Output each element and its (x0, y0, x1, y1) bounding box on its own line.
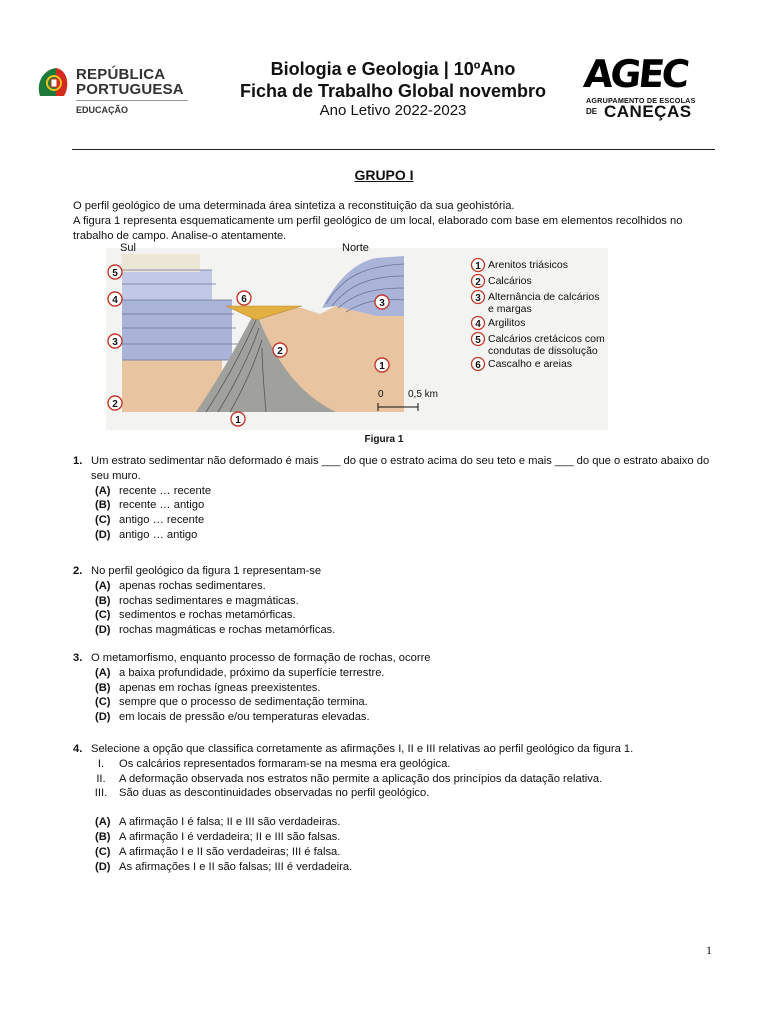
logo-line2: PORTUGUESA (76, 81, 184, 98)
agec-sub1: AGRUPAMENTO DE ESCOLAS (586, 96, 696, 105)
statement-iii: III. São duas as descontinuidades observadas no perfil geológico. (94, 787, 430, 800)
question-text: Selecione a opção que classifica corretamente as afirmações I, II e III relativas ao perfil geológico da figura 1. (91, 743, 634, 755)
question-text: Um estrato sedimentar não deformado é mais ___ do que o estrato acima do seu teto e mais ___ do que o estrato abaixo do seu muro. (91, 455, 710, 482)
question-text: No perfil geológico da figura 1 representam-se (91, 565, 322, 577)
legend-3b: e margas (488, 303, 532, 315)
marker-6: 6 (241, 294, 247, 305)
marker-5-left: 5 (112, 268, 118, 279)
logo-line1: REPÚBLICA (76, 66, 166, 83)
spacer (73, 801, 718, 815)
agec-sub2: CANEÇAS (604, 102, 692, 121)
marker-2-left: 2 (112, 399, 118, 410)
republica-portuguesa-logo (36, 62, 196, 122)
header-divider (72, 149, 715, 150)
group-title: GRUPO I (354, 167, 414, 183)
legend-2: Calcários (488, 275, 532, 287)
option-a[interactable]: (A) apenas rochas sedimentares. (95, 579, 266, 592)
marker-3-left: 3 (112, 337, 118, 348)
option-a[interactable]: (A) recente … recente (95, 484, 212, 497)
agec-mark: AGEC (581, 52, 689, 96)
option-b[interactable]: (B) apenas em rochas ígneas preexistentes. (95, 681, 321, 694)
question-number: 2. (73, 565, 83, 577)
marker-4-left: 4 (112, 295, 118, 306)
marker-2-center: 2 (277, 346, 283, 357)
option-d[interactable]: (D) rochas magmáticas e rochas metamórficas. (95, 624, 336, 637)
svg-text:1: 1 (475, 261, 481, 272)
question-text: O metamorfismo, enquanto processo de formação de rochas, ocorre (91, 652, 431, 664)
option-c[interactable]: (C) sempre que o processo de sedimentação termina. (95, 696, 368, 709)
legend-5b: condutas de dissolução (488, 345, 598, 357)
svg-text:4: 4 (475, 319, 481, 330)
question-number: 1. (73, 455, 83, 467)
option-a[interactable]: (A) a baixa profundidade, próximo da superfície terrestre. (95, 666, 385, 679)
option-d[interactable]: (D) As afirmações I e II são falsas; III é verdadeira. (95, 860, 353, 873)
legend-6: Cascalho e areias (488, 358, 573, 370)
figure-caption: Figura 1 (364, 434, 404, 445)
option-d[interactable]: (D) antigo … antigo (95, 528, 198, 541)
page-number: 1 (706, 943, 712, 957)
label-north: Norte (342, 242, 369, 254)
marker-3-right: 3 (379, 298, 385, 309)
intro-paragraph-1: O perfil geológico de uma determinada área sintetiza a reconstituição da sua geohistória. (73, 200, 515, 212)
agec-sub-de: DE (586, 107, 598, 116)
worksheet-title: Ficha de Trabalho Global novembro (239, 81, 547, 101)
logo-divider (76, 100, 188, 101)
option-b[interactable]: (B) rochas sedimentares e magmáticas. (95, 594, 299, 607)
question-2 (73, 564, 718, 638)
scale-zero: 0 (378, 389, 384, 400)
logo-sub: EDUCAÇÃO (76, 105, 129, 115)
document-header (200, 58, 586, 120)
option-c[interactable]: (C) A afirmação I e II são verdadeiras; III é falsa. (95, 845, 341, 858)
label-south: Sul (120, 242, 136, 254)
legend-5: Calcários cretácicos com (488, 333, 605, 345)
option-b[interactable]: (B) A afirmação I é verdadeira; II e III são falsas. (95, 830, 341, 843)
svg-text:6: 6 (475, 360, 481, 371)
question-4 (73, 742, 718, 874)
marker-1-bottom: 1 (235, 415, 241, 426)
svg-text:2: 2 (475, 277, 481, 288)
statement-ii: II. A deformação observada nos estratos não permite a aplicação dos princípios da datação relativa. (96, 772, 603, 785)
geological-profile-figure (106, 242, 608, 430)
option-a[interactable]: (A) A afirmação I é falsa; II e III são verdadeiras. (95, 816, 341, 829)
intro-paragraph-2: A figura 1 representa esquematicamente um perfil geológico de um local, elaborado com base em elementos recolhidos no trabalho de campo. Analise-o atentamente. (73, 215, 683, 243)
marker-1-right: 1 (379, 361, 385, 372)
school-year: Ano Letivo 2022-2023 (319, 102, 467, 119)
subject-title: Biologia e Geologia | 10ºAno (270, 59, 516, 79)
question-3 (73, 651, 718, 725)
question-number: 4. (73, 743, 83, 755)
svg-text:3: 3 (475, 293, 481, 304)
option-c[interactable]: (C) antigo … recente (95, 514, 205, 527)
option-c[interactable]: (C) sedimentos e rochas metamórficas. (95, 609, 296, 622)
option-b[interactable]: (B) recente … antigo (95, 499, 205, 512)
scale-km: 0,5 km (408, 389, 439, 400)
legend-4: Argilitos (488, 317, 526, 329)
question-1 (73, 454, 718, 543)
question-number: 3. (73, 652, 83, 664)
agec-logo (581, 52, 720, 122)
legend-1: Arenitos triásicos (488, 259, 568, 271)
svg-text:5: 5 (475, 335, 481, 346)
legend-3: Alternância de calcários (488, 291, 600, 303)
portugal-flag-icon (36, 66, 70, 102)
statement-i: I. Os calcários representados formaram-se na mesma era geológica. (97, 757, 451, 770)
option-d[interactable]: (D) em locais de pressão e/ou temperaturas elevadas. (95, 711, 370, 724)
